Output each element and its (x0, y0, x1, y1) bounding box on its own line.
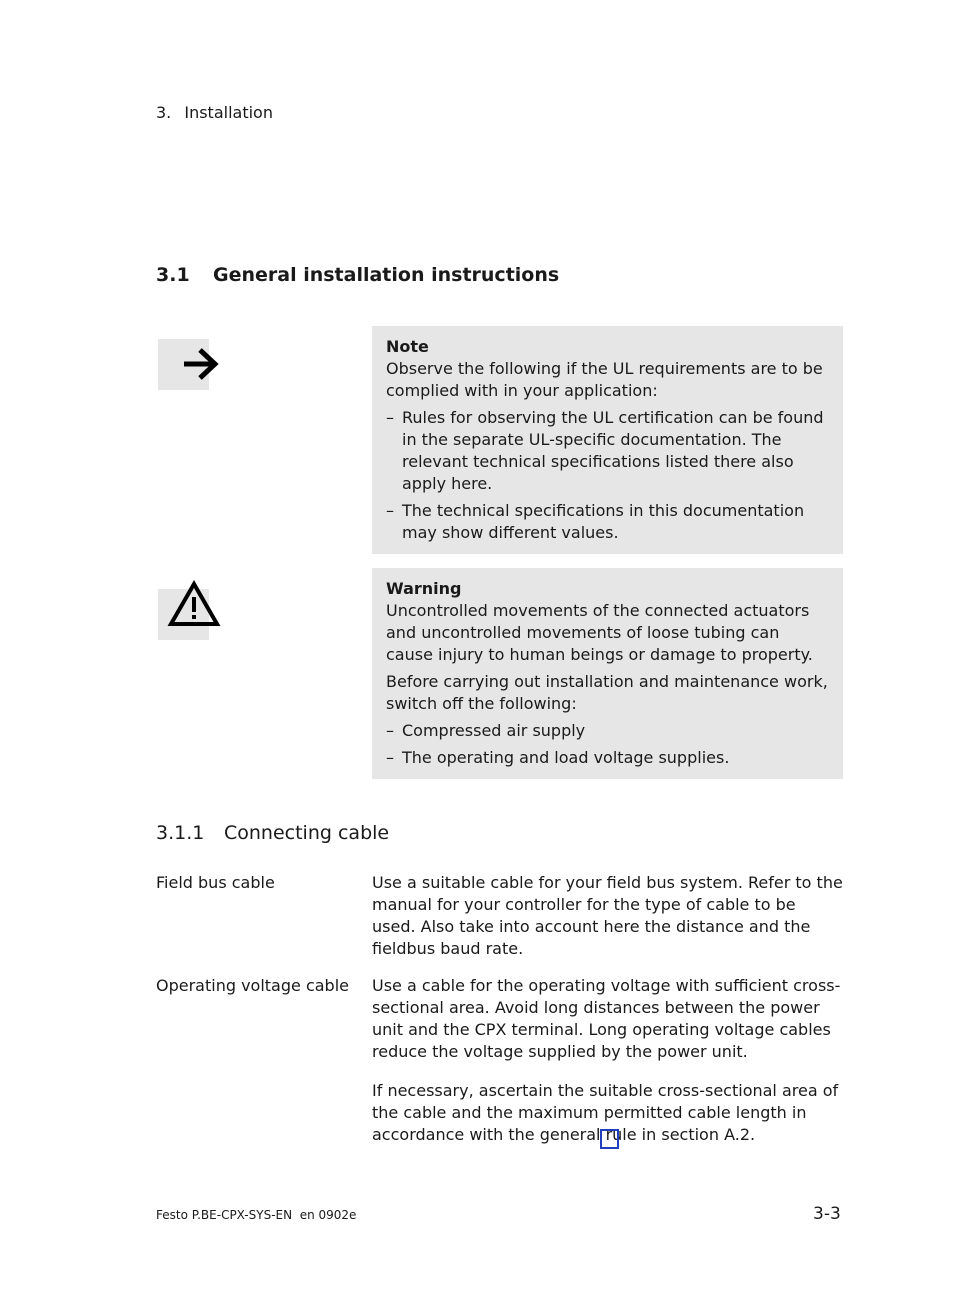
note-icon-box (158, 339, 209, 390)
list-item: – Compressed air supply (386, 721, 586, 740)
warning-para-2: Before carrying out installation and maintenance work, switch off the following: (386, 672, 828, 713)
subsection-number: 3.1.1 (156, 822, 205, 844)
chapter-title: Installation (184, 103, 273, 122)
row-label: Operating voltage cable (156, 976, 349, 995)
warning-icon-box (158, 589, 209, 640)
subsection-title: Connecting cable (224, 822, 390, 844)
note-intro: Observe the following if the UL requirements are to be complied with in your application: (386, 359, 823, 400)
warning-triangle-icon (168, 581, 220, 627)
list-item: – The operating and load voltage supplies. (386, 748, 730, 767)
arrow-right-icon (182, 344, 222, 384)
list-item: – The technical specifications in this documentation may show different values. (386, 501, 805, 542)
page-number: 3-3 (813, 1204, 841, 1224)
section-link[interactable] (600, 1129, 619, 1149)
row-label: Field bus cable (156, 873, 275, 892)
footer-doc-id: Festo P.BE-CPX-SYS-EN en 0902e (156, 1208, 357, 1222)
list-item: – Rules for observing the UL certification can be found in the separate UL-specific documentation. The relevant technical specifications listed there also apply here. (386, 408, 824, 493)
row-text: Use a suitable cable for your field bus system. Refer to the manual for your controller for the type of cable to be used. Also take into account here the distance and the fieldbus baud rate. (372, 873, 843, 958)
chapter-header (156, 103, 273, 122)
section-number: 3.1 (156, 264, 190, 286)
note-list (386, 407, 829, 544)
row-text: Use a cable for the operating voltage with sufficient cross-sectional area. Avoid long distances between the power unit and the CPX terminal. Long operating voltage cables reduce the voltage supplied by the power unit. (372, 976, 841, 1061)
warning-title: Warning (386, 579, 462, 598)
warning-box (372, 568, 843, 779)
subsection-heading (156, 822, 389, 844)
warning-list (386, 720, 829, 769)
note-box (372, 326, 843, 554)
chapter-number: 3. (156, 103, 172, 122)
section-heading (156, 264, 559, 286)
section-title: General installation instructions (213, 264, 560, 286)
warning-para-1: Uncontrolled movements of the connected actuators and uncontrolled movements of loose tubing can cause injury to human beings or damage to property. (386, 601, 813, 664)
note-title: Note (386, 337, 429, 356)
paragraph: If necessary, ascertain the suitable cross-sectional area of the cable and the maximum permitted cable length in accordance with the general rule in section A.2. (372, 1081, 839, 1144)
